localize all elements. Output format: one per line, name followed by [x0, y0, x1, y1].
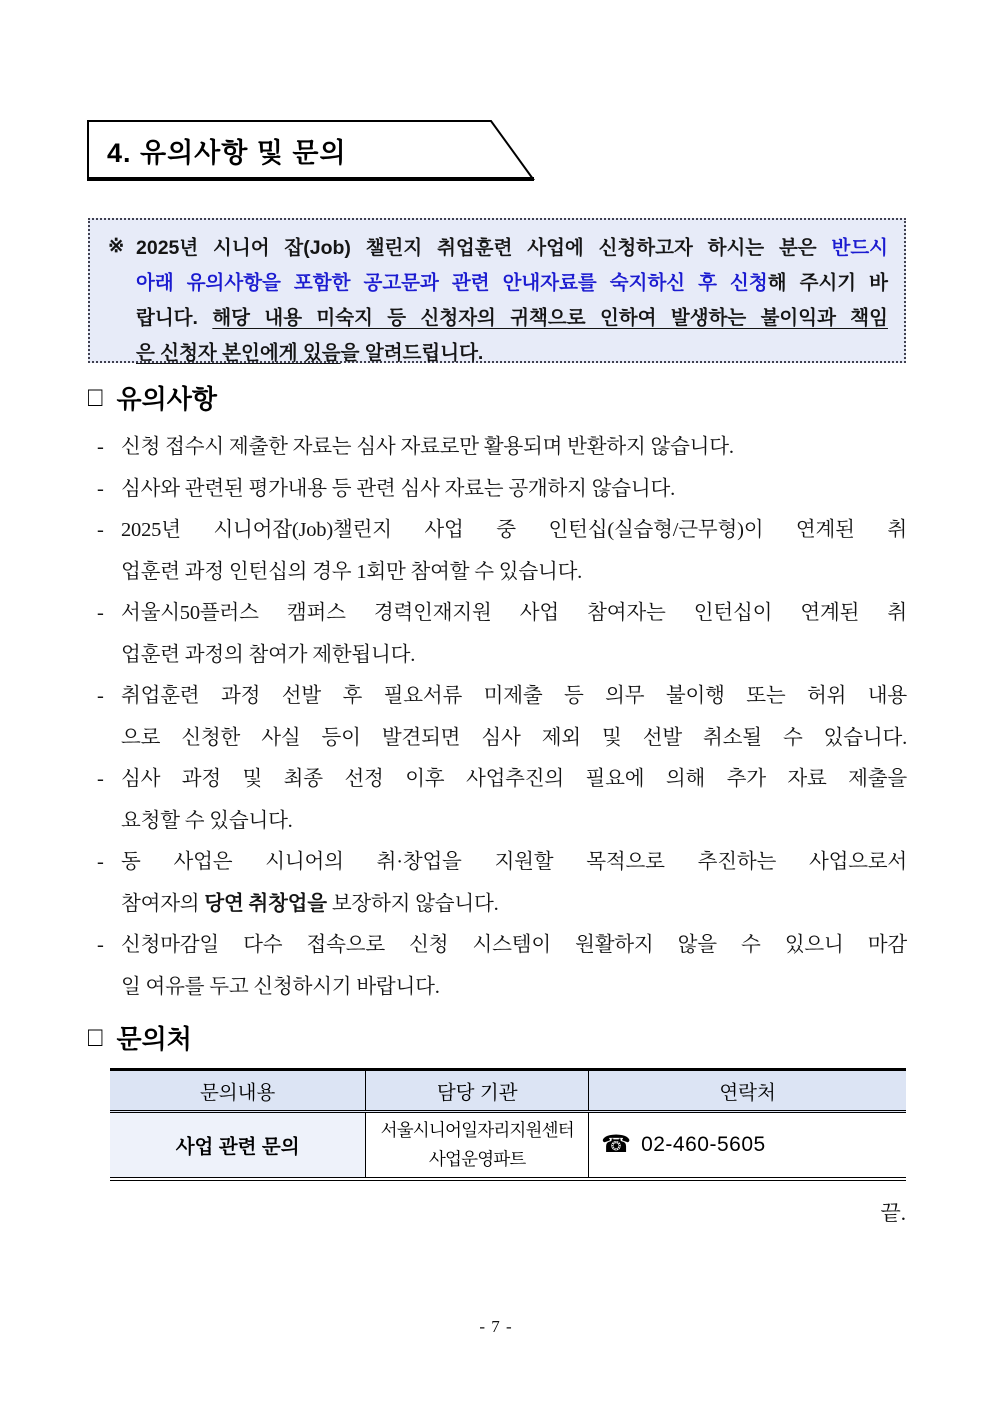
dash-bullet: - [97, 436, 104, 458]
notice-text-underlined: 해당 내용 미숙지 등 신청자의 귀책으로 인하여 발생하는 불이익과 책임 [212, 307, 888, 329]
list-item-text: 동 사업은 시니어의 취·창업을 지원할 목적으로 추진하는 사업으로서 [121, 851, 907, 873]
notice-text: 해 주시기 바 [767, 272, 888, 294]
column-header-inquiry: 문의내용 [110, 1071, 366, 1110]
list-item [95, 759, 907, 801]
list-item-continuation [95, 884, 907, 926]
list-item-text: 참여자의 [121, 892, 205, 915]
dash-bullet: - [97, 851, 104, 873]
notice-text-emphasis: 반드시 [831, 237, 888, 259]
list-item-text: 신청마감일 다수 접속으로 신청 시스템이 원활하지 않을 수 있으니 마감 [121, 934, 907, 956]
contact-section-heading [88, 1019, 192, 1056]
notes-list [95, 427, 907, 1008]
list-item-continuation [95, 552, 907, 594]
cell-organization [366, 1113, 589, 1177]
page-number: - 7 - [479, 1317, 513, 1336]
square-bullet-icon: □ [88, 381, 103, 413]
list-item-continuation [95, 801, 907, 843]
notice-box [88, 218, 906, 363]
list-item-continuation [95, 718, 907, 760]
cell-phone [589, 1113, 906, 1177]
notice-line-2 [108, 266, 888, 301]
dash-bullet: - [97, 519, 104, 541]
notice-line-3 [108, 301, 888, 336]
column-header-contact: 연락처 [719, 1081, 776, 1104]
table-header-row [110, 1068, 906, 1113]
cell-inquiry-category: 사업 관련 문의 [110, 1113, 366, 1177]
list-item-continuation [95, 967, 907, 1009]
list-item-text: 취업훈련 과정 선발 후 필요서류 미제출 등 의무 불이행 또는 허위 내용 [121, 685, 907, 707]
reference-mark: ※ [108, 235, 125, 257]
notes-heading-label: 유의사항 [116, 384, 217, 414]
notice-line-4 [108, 336, 888, 371]
notice-text: 2025년 시니어 잡(Job) 챌린지 취업훈련 사업에 신청하고자 하시는 분은 [136, 237, 832, 259]
list-item [95, 427, 907, 469]
telephone-icon: ☎ [601, 1131, 632, 1158]
list-item-text: 2025년 시니어잡(Job)챌린지 사업 중 인턴십(실습형/근무형)이 연계된 취 [121, 519, 907, 541]
list-item [95, 469, 907, 511]
dash-bullet: - [97, 934, 104, 956]
dash-bullet: - [97, 685, 104, 707]
list-item-text: 으로 신청한 사실 등이 발견되면 심사 제외 및 선발 취소될 수 있습니다. [121, 726, 907, 749]
list-item-text: 일 여유를 두고 신청하시기 바랍니다. [121, 975, 440, 998]
list-item-text: 심사와 관련된 평가내용 등 관련 심사 자료는 공개하지 않습니다. [121, 477, 676, 500]
table-row [110, 1113, 906, 1181]
list-item-text-bold: 당연 취창업을 [204, 892, 327, 915]
square-bullet-icon: □ [88, 1021, 103, 1053]
organization-department: 사업운영파트 [428, 1149, 526, 1169]
dash-bullet: - [97, 602, 104, 624]
list-item-text: 보장하지 않습니다. [326, 892, 499, 915]
section-title-banner [87, 119, 539, 183]
list-item [95, 676, 907, 718]
organization-name: 서울시니어일자리지원센터 [380, 1120, 574, 1140]
phone-number: 02-460-5605 [641, 1133, 766, 1156]
list-item-text: 심사 과정 및 최종 선정 이후 사업추진의 필요에 의해 추가 자료 제출을 [121, 768, 907, 790]
notice-line-1 [108, 231, 888, 266]
list-item-text: 서울시50플러스 캠퍼스 경력인재지원 사업 참여자는 인턴십이 연계된 취 [121, 602, 907, 624]
dash-bullet: - [97, 477, 104, 500]
notice-text-underlined: 은 신청자 본인에게 있음 [136, 342, 341, 364]
column-header-organization: 담당 기관 [366, 1071, 589, 1110]
notes-section-heading [88, 379, 217, 416]
list-item-text: 신청 접수시 제출한 자료는 심사 자료로만 활용되며 반환하지 않습니다. [121, 436, 734, 458]
dash-bullet: - [97, 768, 104, 790]
contact-heading-label: 문의처 [116, 1024, 192, 1054]
list-item-text: 업훈련 과정 인턴십의 경우 1회만 참여할 수 있습니다. [121, 560, 583, 583]
list-item-text: 업훈련 과정의 참여가 제한됩니다. [121, 643, 416, 666]
contact-table [110, 1068, 906, 1181]
list-item [95, 593, 907, 635]
notice-text: 을 알려드립니다. [340, 342, 484, 364]
notice-text-emphasis: 아래 유의사항을 포함한 공고문과 관련 안내자료를 숙지하신 후 신청 [136, 272, 768, 294]
list-item-continuation [95, 635, 907, 677]
notice-text: 랍니다. [136, 307, 213, 329]
list-item [95, 842, 907, 884]
document-end-mark: 끝. [880, 1201, 906, 1225]
list-item [95, 925, 907, 967]
page-title: 4. 유의사항 및 문의 [107, 137, 347, 168]
list-item-text: 요청할 수 있습니다. [121, 809, 293, 832]
list-item [95, 510, 907, 552]
